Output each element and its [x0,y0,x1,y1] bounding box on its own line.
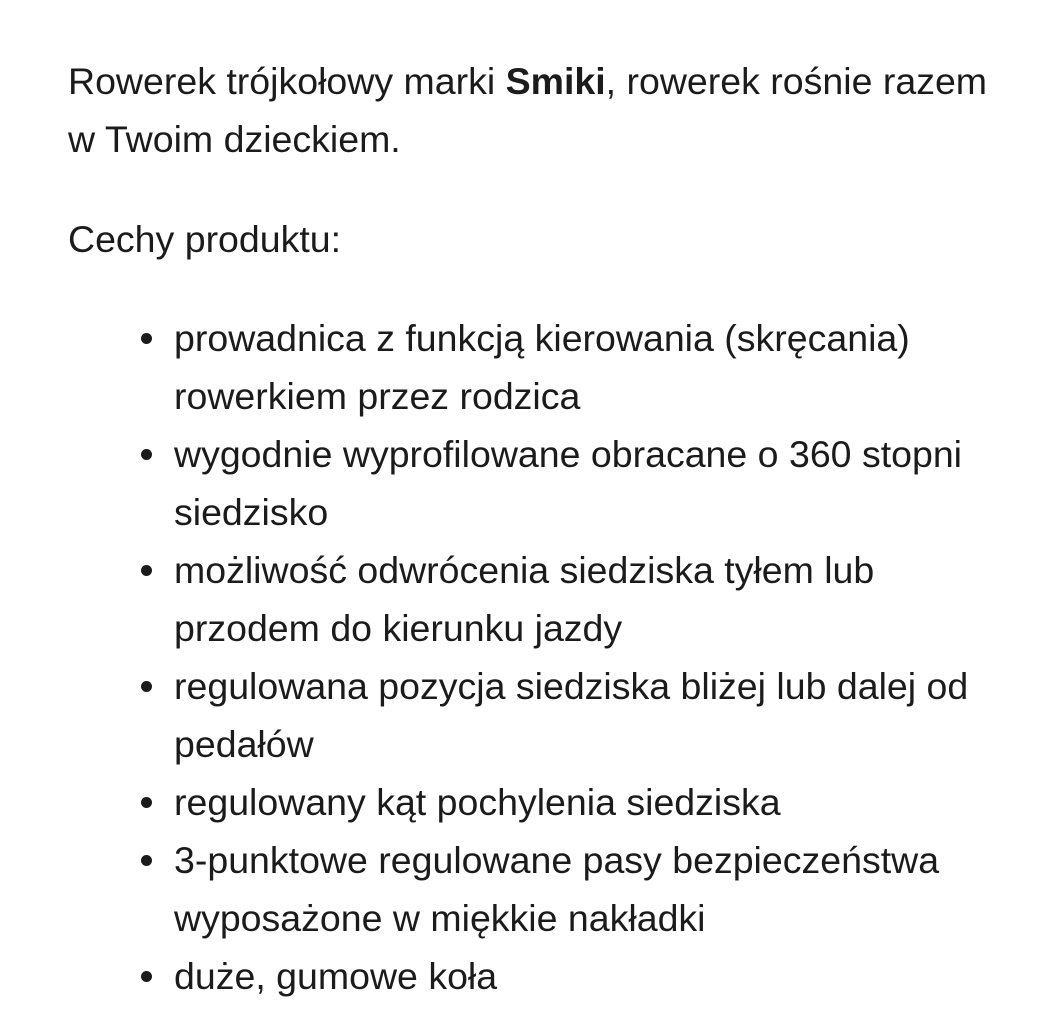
intro-paragraph [68,52,1018,168]
features-heading: Cechy produktu: [68,218,342,260]
feature-item: prowadnica z funkcją kierowania (skręcania) rowerkiem przez rodzica [174,309,1018,425]
intro-text-after: , rowerek rośnie razem w Twoim dzieckiem. [68,60,988,160]
feature-item: wygodnie wyprofilowane obracane o 360 stopni siedzisko [174,425,1018,541]
product-description [68,52,1018,1005]
features-list [68,309,1018,1005]
feature-item: 3-punktowe regulowane pasy bezpieczeństwa wyposażone w miękkie nakładki [174,831,1018,947]
feature-item: duże, gumowe koła [174,947,1018,1005]
feature-item: regulowany kąt pochylenia siedziska [174,773,1018,831]
brand-name: Smiki [505,60,606,102]
feature-item: regulowana pozycja siedziska bliżej lub dalej od pedałów [174,657,1018,773]
feature-item: możliwość odwrócenia siedziska tyłem lub przodem do kierunku jazdy [174,541,1018,657]
intro-text-before: Rowerek trójkołowy marki [68,60,506,102]
